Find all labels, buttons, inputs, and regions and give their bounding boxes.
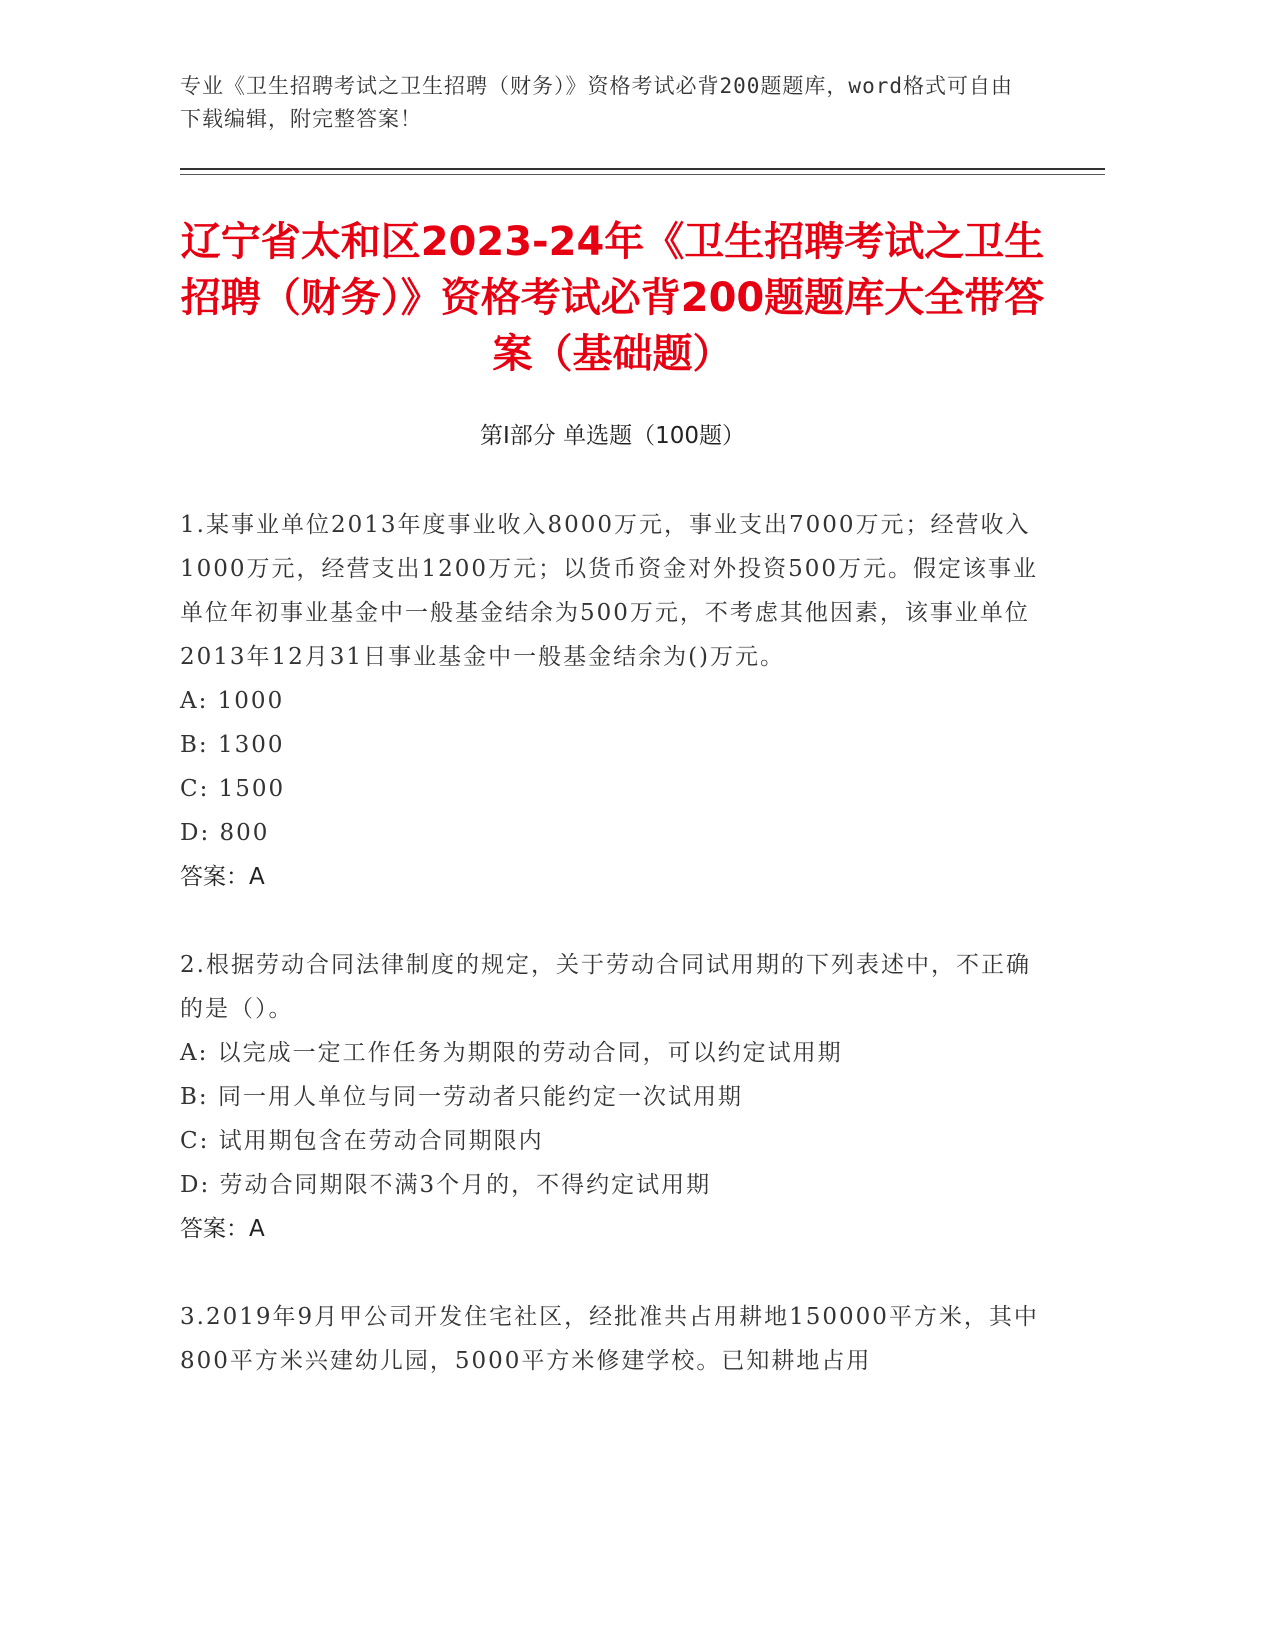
option-a: A: 以完成一定工作任务为期限的劳动合同，可以约定试用期 [180,1040,843,1066]
option-d: D: 劳动合同期限不满3个月的，不得约定试用期 [180,1172,712,1198]
document-title: 辽宁省太和区2023-24年《卫生招聘考试之卫生招聘（财务）》资格考试必背200题题库大全带答案（基础题） [180,219,1045,377]
option-b: B: 1300 [180,732,285,758]
section-heading: 第I部分 单选题（100题） [480,423,745,449]
answer-label: 答案：A [180,864,265,890]
question-2 [180,943,1050,1251]
header-rule-thin [180,174,1105,175]
question-1 [180,503,1050,899]
question-stem: 3.2019年9月甲公司开发住宅社区，经批准共占用耕地150000平方米，其中800平方米兴建幼儿园，5000平方米修建学校。已知耕地占用 [180,1304,1039,1374]
header-rule-thick [180,168,1105,170]
header-note: 专业《卫生招聘考试之卫生招聘（财务）》资格考试必背200题题库，word格式可自由下载编辑，附完整答案！ [180,74,1013,131]
option-c: C: 1500 [180,776,286,802]
option-d: D: 800 [180,820,270,846]
option-a: A: 1000 [180,688,285,714]
option-c: C: 试用期包含在劳动合同期限内 [180,1128,544,1154]
question-list [180,503,1050,1427]
option-b: B: 同一用人单位与同一劳动者只能约定一次试用期 [180,1084,743,1110]
answer-label: 答案：A [180,1216,265,1242]
question-stem: 1.某事业单位2013年度事业收入8000万元，事业支出7000万元；经营收入1000万元，经营支出1200万元；以货币资金对外投资500万元。假定该事业单位年初事业基金中一般基金结余为500万元，不考虑其他因素，该事业单位2013年12月31日事业基金中一般基金结余为()万元。 [180,512,1038,670]
question-3 [180,1295,1050,1383]
question-stem: 2.根据劳动合同法律制度的规定，关于劳动合同试用期的下列表述中，不正确的是（）。 [180,952,1031,1022]
